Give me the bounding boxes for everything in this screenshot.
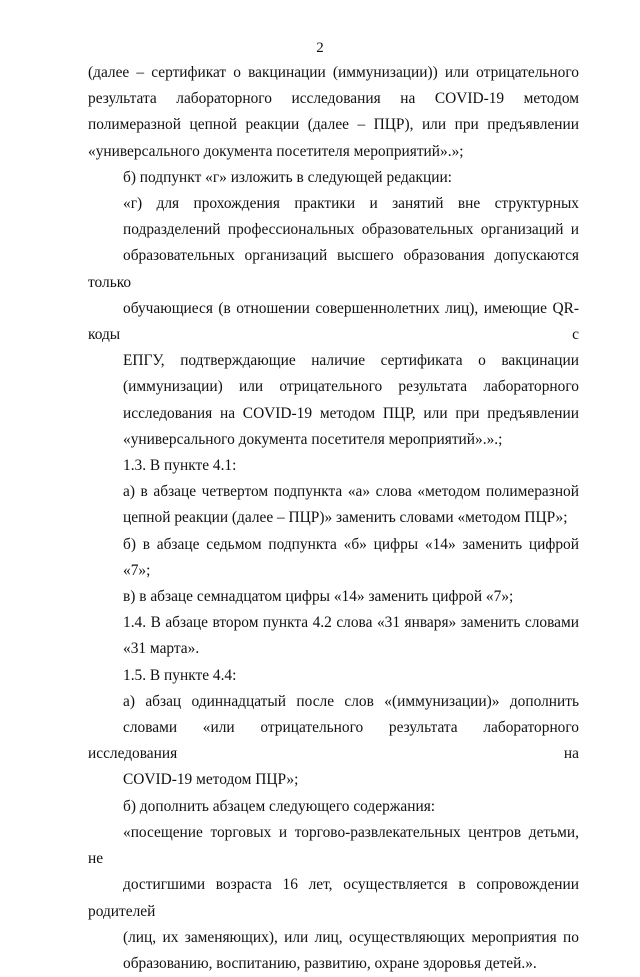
paragraph <box>88 453 579 479</box>
page-number: 2 <box>316 40 324 56</box>
text-line: результата лабораторного исследования на COVID-19 методом <box>88 90 579 108</box>
text-line: а) в абзаце четвертом подпункта «а» слова «методом полимеразной <box>123 483 579 501</box>
text-line: «г) для прохождения практики и занятий вне структурных <box>123 195 579 213</box>
text-line: словами «или отрицательного результата лабораторного исследования на <box>88 719 579 763</box>
text-line: 1.5. В пункте 4.4: <box>123 666 237 684</box>
paragraph <box>88 820 579 977</box>
paragraph <box>88 191 579 453</box>
paragraph <box>88 584 579 610</box>
text-line: б) дополнить абзацем следующего содержания: <box>123 797 436 815</box>
document-body <box>88 60 579 977</box>
paragraph <box>88 610 579 662</box>
text-line: обучающиеся (в отношении совершеннолетних лиц), имеющие QR-коды с <box>88 299 579 344</box>
paragraph <box>88 60 579 165</box>
text-line: (лиц, их заменяющих), или лиц, осуществляющих мероприятия по <box>123 928 579 946</box>
text-line: «универсального документа посетителя мероприятий».»; <box>88 142 464 160</box>
text-line: подразделений профессиональных образовательных организаций и <box>123 221 579 239</box>
text-line: (далее – сертификат о вакцинации (иммунизации)) или отрицательного <box>88 64 579 81</box>
paragraph <box>88 689 579 794</box>
text-line: б) в абзаце седьмом подпункта «б» цифры «14» заменить цифрой <box>123 535 579 553</box>
text-line: COVID-19 методом ПЦР»; <box>123 771 299 789</box>
text-line: «универсального документа посетителя мероприятий».».; <box>123 430 503 448</box>
text-line: «7»; <box>123 561 151 579</box>
paragraph <box>88 532 579 584</box>
paragraph <box>88 794 579 820</box>
text-line: полимеразной цепной реакции (далее – ПЦР), или при предъявлении <box>88 116 579 134</box>
text-line: 1.3. В пункте 4.1: <box>123 457 237 475</box>
text-line: «31 марта». <box>123 640 200 658</box>
paragraph <box>88 479 579 531</box>
text-line: исследования на COVID-19 методом ПЦР, или при предъявлении <box>123 404 579 422</box>
text-line: в) в абзаце семнадцатом цифры «14» заменить цифрой «7»; <box>123 588 514 606</box>
text-line: цепной реакции (далее – ПЦР)» заменить словами «методом ПЦР»; <box>123 509 568 527</box>
text-line: б) подпункт «г» изложить в следующей редакции: <box>123 168 452 186</box>
paragraph <box>88 663 579 689</box>
text-line: достигшими возраста 16 лет, осуществляется в сопровождении родителей <box>88 876 579 920</box>
text-line: «посещение торговых и торгово-развлекательных центров детьми, не <box>88 823 579 868</box>
paragraph <box>88 165 579 191</box>
text-line: а) абзац одиннадцатый после слов «(иммунизации)» дополнить <box>123 692 579 710</box>
text-line: ЕПГУ, подтверждающие наличие сертификата о вакцинации <box>123 352 579 370</box>
text-line: (иммунизации) или отрицательного результата лабораторного <box>123 378 579 396</box>
text-line: 1.4. В абзаце втором пункта 4.2 слова «31 января» заменить словами <box>123 614 579 632</box>
text-line: образовательных организаций высшего образования допускаются только <box>88 247 579 291</box>
text-line: образованию, воспитанию, развитию, охране здоровья детей.». <box>123 954 537 972</box>
